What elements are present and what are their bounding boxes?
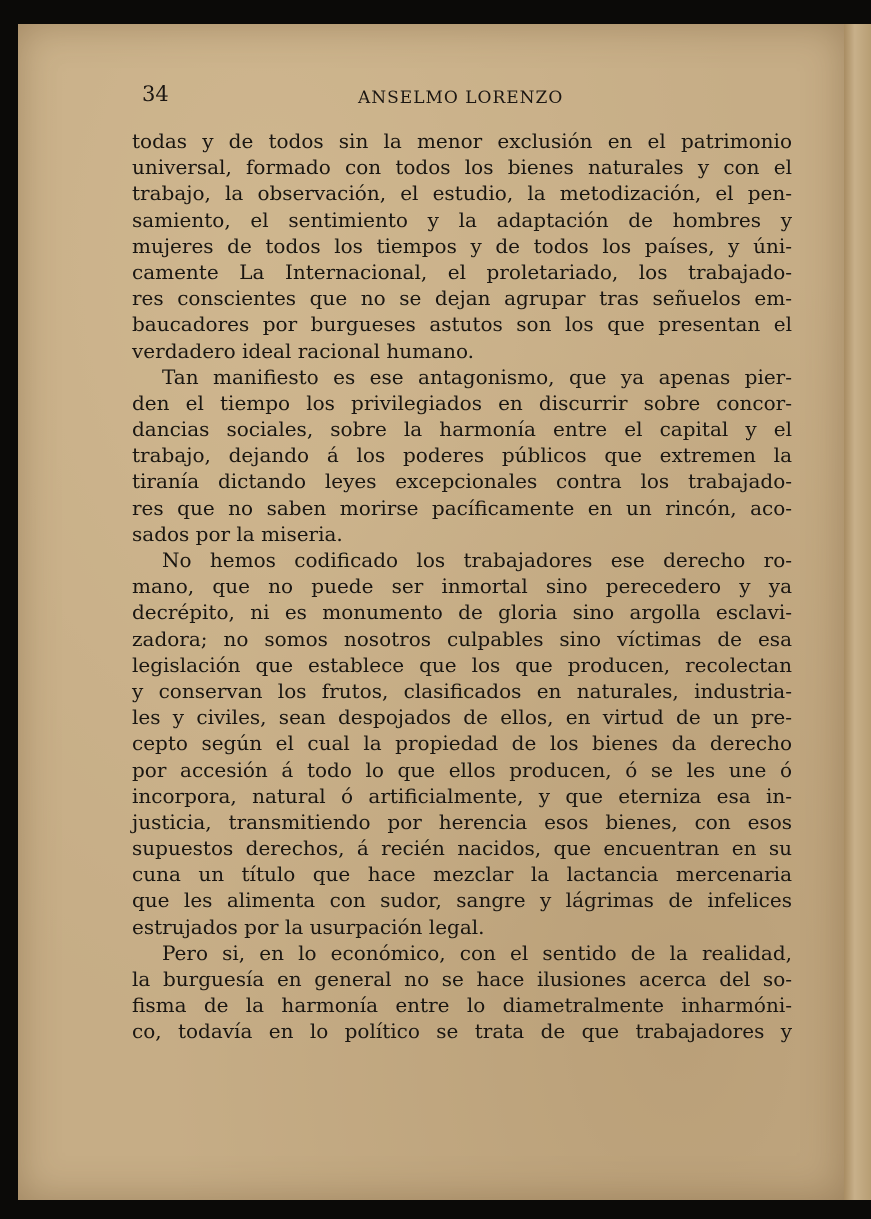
- text-line: que les alimenta con sudor, sangre y lágrimas de infelices: [132, 888, 792, 913]
- text-line: incorpora, natural ó artificialmente, y que eterniza esa in-: [132, 783, 792, 808]
- text-line: sados por la miseria.: [132, 521, 343, 546]
- text-line: co, todavía en lo político se trata de que trabajadores y: [132, 1019, 792, 1044]
- running-head: ANSELMO LORENZO: [358, 88, 564, 108]
- text-line: estrujados por la usurpación legal.: [132, 914, 485, 939]
- text-line: y conservan los frutos, clasificados en naturales, industria-: [132, 678, 792, 703]
- text-line: baucadores por burgueses astutos son los que presentan el: [132, 312, 792, 337]
- text-line: la burguesía en general no se hace ilusiones acerca del so-: [132, 967, 792, 991]
- text-line: supuestos derechos, á recién nacidos, que encuentran en su: [132, 836, 792, 861]
- text-line: res que no saben morirse pacíficamente en un rincón, aco-: [132, 495, 792, 520]
- text-line: justicia, transmitiendo por herencia esos bienes, con esos: [132, 809, 792, 834]
- text-line: fisma de la harmonía entre lo diametralmente inharmóni-: [132, 993, 792, 1018]
- text-line: tiranía dictando leyes excepcionales contra los trabajado-: [132, 469, 792, 494]
- text-line: Tan manifiesto es ese antagonismo, que ya apenas pier-: [162, 364, 792, 389]
- text-line: por accesión á todo lo que ellos producen, ó se les une ó: [132, 757, 792, 782]
- text-line: mujeres de todos los tiempos y de todos los países, y úni-: [132, 233, 792, 258]
- page-edge: [844, 24, 871, 1200]
- text-line: camente La Internacional, el proletariado, los trabajado-: [132, 259, 792, 284]
- text-line: zadora; no somos nosotros culpables sino víctimas de esa: [132, 626, 792, 651]
- text-line: trabajo, la observación, el estudio, la metodización, el pen-: [132, 181, 792, 206]
- text-line: res conscientes que no se dejan agrupar tras señuelos em-: [132, 286, 792, 311]
- text-line: cepto según el cual la propiedad de los bienes da derecho: [132, 731, 792, 756]
- text-line: decrépito, ni es monumento de gloria sino argolla esclavi-: [132, 600, 792, 625]
- page-number: 34: [142, 82, 169, 106]
- text-line: dancias sociales, sobre la harmonía entre el capital y el: [132, 417, 792, 442]
- text-line: den el tiempo los privilegiados en discurrir sobre concor-: [132, 390, 792, 415]
- text-line: trabajo, dejando á los poderes públicos que extremen la: [132, 443, 792, 468]
- text-line: universal, formado con todos los bienes naturales y con el: [132, 155, 792, 180]
- text-line: verdadero ideal racional humano.: [132, 338, 474, 363]
- book-page: [18, 24, 844, 1200]
- page-header: [18, 82, 844, 116]
- body-text: [132, 128, 792, 1045]
- text-line: cuna un título que hace mezclar la lactancia mercenaria: [132, 862, 792, 887]
- text-line: legislación que establece que los que producen, recolectan: [132, 652, 792, 677]
- text-line: No hemos codificado los trabajadores ese derecho ro-: [162, 548, 792, 572]
- text-line: mano, que no puede ser inmortal sino perecedero y ya: [132, 574, 792, 599]
- text-line: Pero si, en lo económico, con el sentido de la realidad,: [162, 940, 792, 965]
- text-line: les y civiles, sean despojados de ellos, en virtud de un pre-: [132, 705, 792, 730]
- text-line: todas y de todos sin la menor exclusión en el patrimonio: [132, 129, 792, 153]
- text-line: samiento, el sentimiento y la adaptación de hombres y: [132, 207, 792, 232]
